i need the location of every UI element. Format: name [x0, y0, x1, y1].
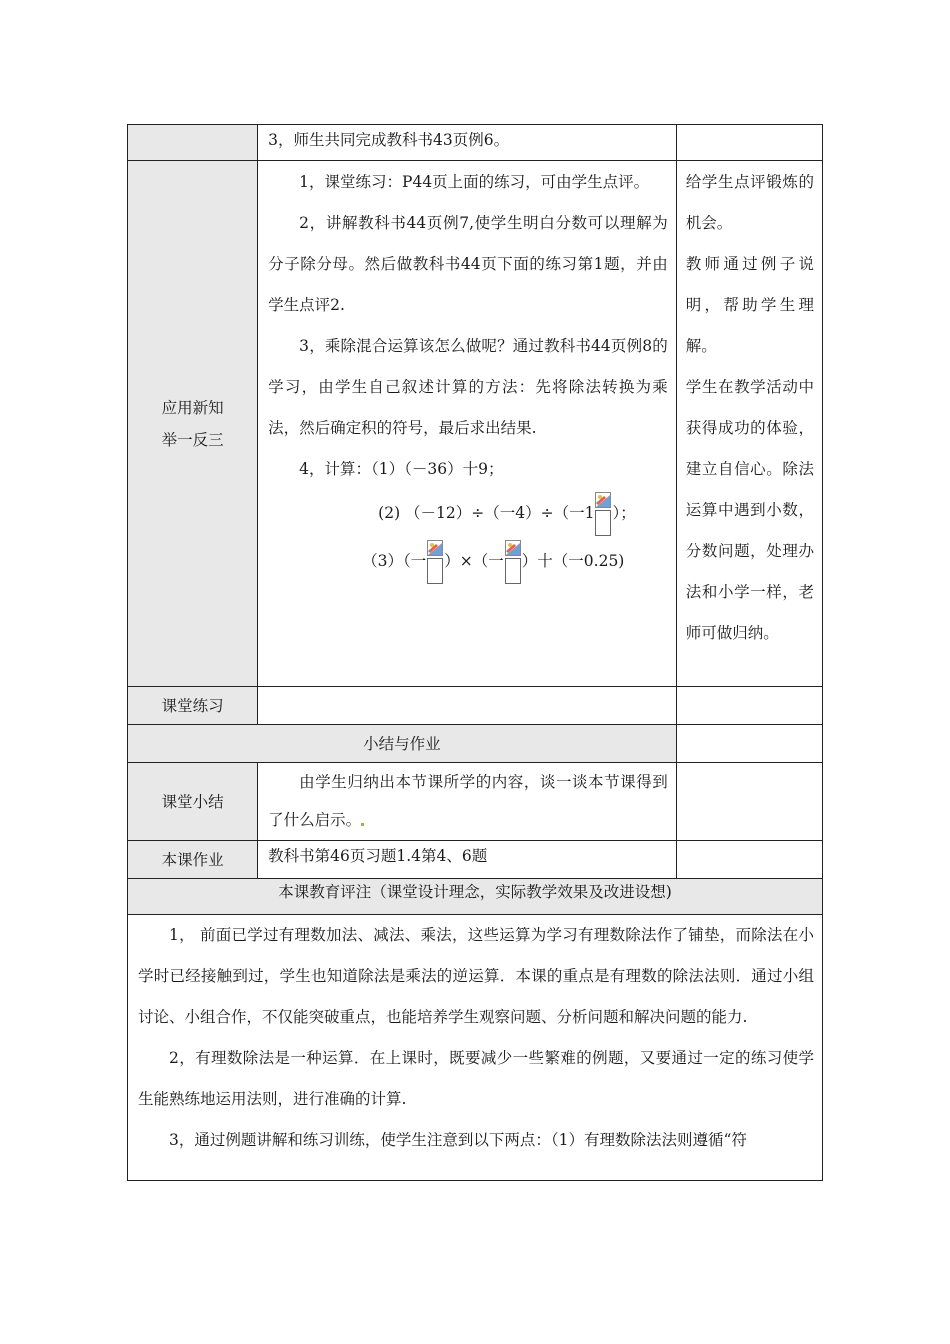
formula-3-part-a: （3）（一: [362, 552, 427, 570]
evaluation-para3: 3，通过例题讲解和练习训练，使学生注意到以下两点：（1）有理数除法法则遵循“符: [169, 1131, 747, 1149]
row-top-label-cell: [128, 125, 258, 161]
row-apply: [128, 161, 823, 687]
row-top-content-cell: [258, 125, 677, 161]
summary-header-note-cell: [676, 725, 822, 763]
row-evaluation-header: [128, 879, 823, 915]
summary-header-cell: [128, 725, 677, 763]
practice-content-cell: [258, 687, 677, 725]
formula-2-before: (2) （－12）÷（一4）÷（一1: [378, 504, 595, 522]
summary-label: 课堂小结: [161, 792, 224, 811]
summary-header-label: 小结与作业: [363, 734, 441, 753]
row-top: [128, 125, 823, 161]
formula-3: [268, 538, 668, 586]
apply-label-line2: 举一反三: [161, 430, 224, 449]
apply-para1: 1，课堂练习：P44页上面的练习，可由学生点评。: [299, 173, 650, 191]
homework-note-cell: [676, 841, 822, 879]
homework-label-cell: [128, 841, 258, 879]
formula-3-part-c: ）十（一0.25): [521, 552, 625, 570]
apply-label-cell: [128, 161, 258, 687]
homework-content-cell: [258, 841, 677, 879]
row-evaluation: [128, 915, 823, 1181]
summary-label-cell: [128, 763, 258, 841]
practice-label: 课堂练习: [161, 696, 224, 715]
row-summary-header: [128, 725, 823, 763]
apply-para4: 4，计算：（1）（－36）十9；: [299, 460, 504, 478]
broken-image-icon: [595, 492, 611, 508]
apply-para3: 3，乘除混合运算该怎么做呢？通过教科书44页例8的学习，由学生自己叙述计算的方法：先将除法转换为乘法，然后确定积的符号，最后求出结果.: [268, 337, 668, 437]
fraction-image-1: [595, 492, 611, 538]
apply-note2: 教师通过例子说明，帮助学生理解。: [685, 255, 814, 355]
evaluation-para1: 1， 前面已学过有理数加法、减法、乘法，这些运算为学习有理数除法作了铺垫，而除法在小学时已经接触到过，学生也知道除法是乘法的逆运算．本课的重点是有理数的除法法则．通过小组讨论、小组合作，不仅能突破重点，也能培养学生观察问题、分析问题和解决问题的能力.: [138, 926, 814, 1026]
practice-note-cell: [676, 687, 822, 725]
evaluation-content-cell: [128, 915, 823, 1181]
formula-2: [268, 490, 668, 538]
evaluation-header-label: 本课教育评注（课堂设计理念，实际教学效果及改进设想): [278, 883, 672, 901]
evaluation-para2: 2，有理数除法是一种运算．在上课时，既要减少一些繁难的例题，又要通过一定的练习使学生能熟练地运用法则，进行准确的计算.: [138, 1049, 814, 1108]
formula-2-after: ）；: [612, 504, 636, 522]
broken-image-icon: [505, 540, 521, 556]
apply-note1: 给学生点评锻炼的机会。: [685, 173, 814, 232]
formula-3-part-b: ）×（一: [444, 552, 504, 570]
apply-content-cell: [258, 161, 677, 687]
lesson-plan-table: [127, 124, 823, 1181]
summary-note-cell: [676, 763, 822, 841]
evaluation-header-cell: [128, 879, 823, 915]
fraction-image-3: [505, 540, 521, 586]
stray-dot-mark: [361, 823, 364, 826]
fraction-image-2: [427, 540, 443, 586]
row-top-note-cell: [676, 125, 822, 161]
homework-label: 本课作业: [161, 850, 224, 869]
lesson-plan-sheet: [127, 124, 823, 1181]
row-summary: [128, 763, 823, 841]
row-top-text: 3，师生共同完成教科书43页例6。: [268, 131, 510, 149]
summary-text: 由学生归纳出本节课所学的内容，谈一谈本节课得到了什么启示。: [268, 773, 668, 829]
apply-note3: 学生在教学活动中获得成功的体验， 建立自信心。除法运算中遇到小数，分数问题，处理办法和小学一样，老师可做归纳。: [685, 378, 814, 642]
broken-image-icon: [427, 540, 443, 556]
practice-label-cell: [128, 687, 258, 725]
row-homework: [128, 841, 823, 879]
row-practice: [128, 687, 823, 725]
apply-label-line1: 应用新知: [161, 398, 224, 417]
apply-para2: 2，讲解教科书44页例7,使学生明白分数可以理解为分子除分母。然后做教科书44页下面的练习第1题，并由学生点评2.: [268, 214, 668, 314]
apply-note-cell: [676, 161, 822, 687]
summary-content-cell: [258, 763, 677, 841]
homework-text: 教科书第46页习题1.4第4、6题: [268, 847, 488, 865]
